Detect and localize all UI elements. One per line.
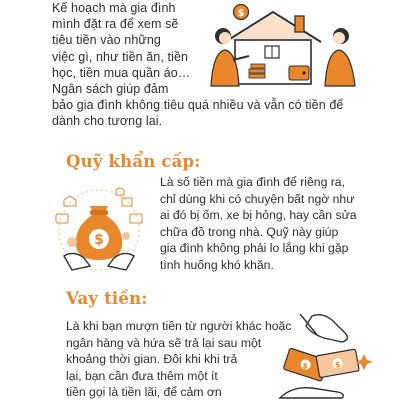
loan-line: Là khi bạn mượn tiền từ người khác hoặc [66, 319, 292, 333]
loan-line: lại, bạn cần đưa thêm một ít [66, 368, 218, 383]
budget-line: Kế hoạch mà gia đình [52, 1, 176, 15]
hands-money-illustration [272, 312, 382, 400]
emergency-line: tình huống khó khăn. [160, 257, 274, 272]
emergency-line: ai đó bị ốm, xe bị hỏng, hay cần sửa [160, 208, 357, 223]
loan-line: tiền gọi là tiền lãi, để cảm ơn [66, 385, 222, 400]
budget-line: bảo gia đình không tiêu quá nhiều và vẫn có tiền để [52, 98, 344, 112]
loan-heading: Vay tiền: [66, 289, 148, 308]
svg-text:$: $ [94, 232, 104, 248]
budget-line: việc gì, như tiền ăn, tiền [52, 49, 189, 64]
budget-line: mình đặt ra để xem sẽ [52, 17, 179, 32]
emergency-line: chỉ dùng khi có chuyện bất ngờ như [160, 191, 355, 206]
money-bag-illustration [50, 184, 148, 274]
loan-line: ngân hàng và hứa sẽ trả lại sau một [66, 335, 262, 350]
budget-line: tiêu tiền vào những [52, 33, 161, 48]
loan-paragraph [66, 318, 292, 401]
budget-line: học, tiền mua quần áo… [52, 65, 191, 80]
budget-line: Ngân sách giúp đảm [52, 82, 169, 97]
emergency-fund-paragraph [160, 174, 375, 274]
svg-text:$: $ [334, 359, 342, 370]
emergency-line: Là số tiền mà gia đình để riêng ra, [160, 175, 345, 189]
loan-line: khoảng thời gian. Đôi khi khi trả [66, 352, 238, 367]
budget-paragraph-wrapped [52, 0, 214, 97]
svg-text:$: $ [301, 360, 310, 372]
family-house-illustration [203, 0, 363, 90]
budget-paragraph-full [52, 97, 364, 129]
emergency-line: chữa đồ trong nhà. Quỹ này giúp [160, 224, 339, 239]
emergency-line: gia đình không phải lo lắng khi gặp [160, 241, 349, 256]
budget-line: dành cho tương lai. [52, 114, 163, 129]
svg-text:$: $ [237, 8, 245, 19]
emergency-fund-heading: Quỹ khẩn cấp: [66, 152, 201, 171]
